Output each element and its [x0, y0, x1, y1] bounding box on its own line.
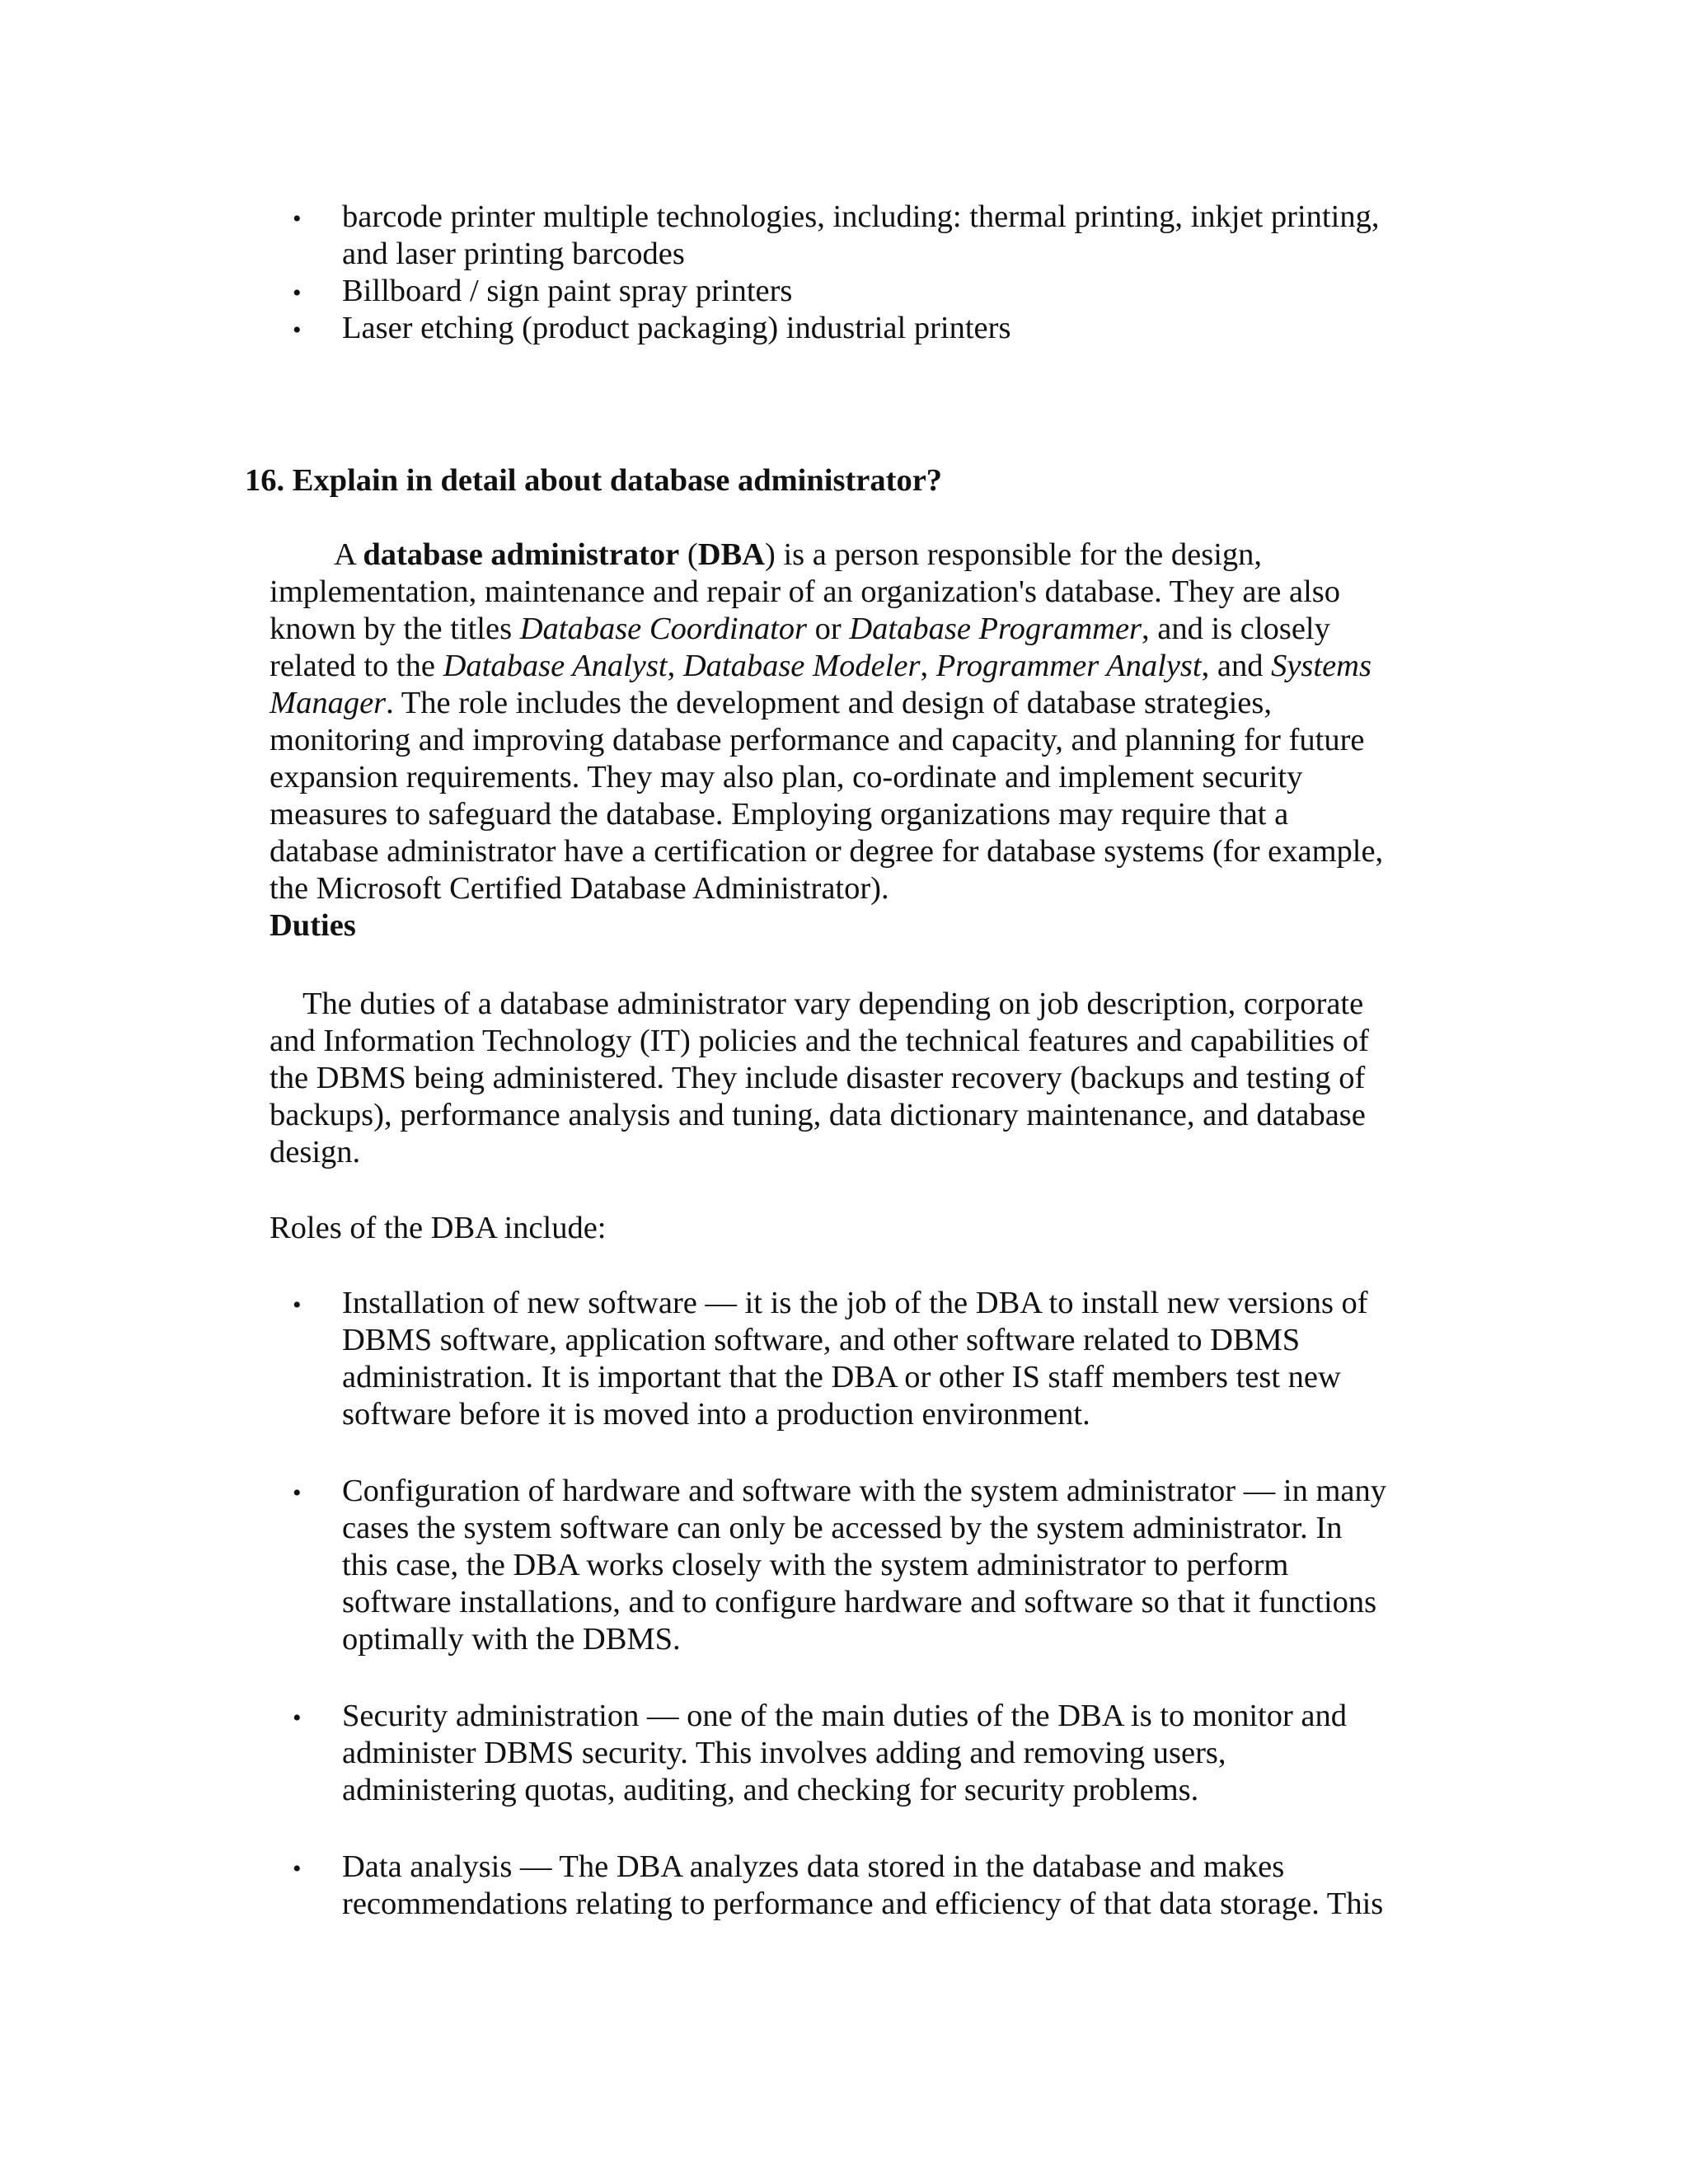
intro-line: measures to safeguard the database. Employing organizations may require that a: [270, 797, 1289, 832]
question-heading: 16. Explain in detail about database administrator?: [245, 463, 943, 498]
role-line: administration. It is important that the DBA or other IS staff members test new: [342, 1360, 1341, 1394]
intro-text: ) is a person responsible for the design,: [765, 537, 1263, 572]
term-programmer-analyst: Programmer Analyst: [935, 649, 1202, 683]
list-item-line: and laser printing barcodes: [342, 237, 685, 271]
role-line: administer DBMS security. This involves adding and removing users,: [342, 1736, 1226, 1770]
intro-line: [334, 536, 1262, 574]
intro-text: or: [807, 612, 850, 646]
role-line: administering quotas, auditing, and checking for security problems.: [342, 1773, 1199, 1807]
term-systems: Systems: [1271, 649, 1372, 683]
intro-text: (: [679, 537, 698, 572]
intro-text: ,: [667, 649, 683, 683]
duties-heading: Duties: [270, 908, 356, 943]
role-line: Configuration of hardware and software with the system administrator — in many: [342, 1474, 1386, 1508]
bullet-marker: •: [293, 316, 302, 344]
role-line: this case, the DBA works closely with the system administrator to perform: [342, 1548, 1289, 1582]
bullet-marker: •: [293, 1479, 302, 1507]
term-database-coordinator: Database Coordinator: [519, 612, 808, 646]
intro-line: [270, 684, 1272, 722]
term-database-administrator: database administrator: [363, 537, 680, 572]
duties-line: and Information Technology (IT) policies and the technical features and capabilities of: [270, 1024, 1369, 1058]
role-line: cases the system software can only be accessed by the system administrator. In: [342, 1511, 1343, 1545]
intro-line: the Microsoft Certified Database Administrator).: [270, 871, 889, 906]
duties-line: design.: [270, 1135, 361, 1169]
role-line: Data analysis — The DBA analyzes data stored in the database and makes: [342, 1849, 1285, 1884]
role-line: optimally with the DBMS.: [342, 1622, 681, 1657]
intro-line: expansion requirements. They may also plan, co-ordinate and implement security: [270, 760, 1303, 794]
intro-text: , and is closely: [1142, 612, 1330, 646]
duties-line: The duties of a database administrator vary depending on job description, corporate: [302, 987, 1364, 1021]
intro-line: implementation, maintenance and repair of an organization's database. They are also: [270, 574, 1341, 609]
role-line: Security administration — one of the main duties of the DBA is to monitor and: [342, 1699, 1347, 1733]
list-item-line: Billboard / sign paint spray printers: [342, 274, 793, 308]
intro-text: ,: [920, 649, 936, 683]
role-line: software before it is moved into a production environment.: [342, 1397, 1090, 1432]
intro-line: monitoring and improving database performance and capacity, and planning for future: [270, 723, 1365, 757]
term-dba: DBA: [697, 537, 765, 572]
term-database-analyst: Database Analyst: [443, 649, 668, 683]
intro-text: , and: [1201, 649, 1272, 683]
role-line: recommendations relating to performance and efficiency of that data storage. This: [342, 1886, 1384, 1921]
duties-line: backups), performance analysis and tuning, data dictionary maintenance, and database: [270, 1098, 1366, 1132]
intro-line: database administrator have a certification or degree for database systems (for example,: [270, 834, 1384, 869]
role-line: Installation of new software — it is the job of the DBA to install new versions of: [342, 1286, 1368, 1320]
bullet-marker: •: [293, 1291, 302, 1319]
term-database-modeler: Database Modeler: [682, 649, 921, 683]
intro-text: known by the titles: [270, 612, 520, 646]
role-line: software installations, and to configure hardware and software so that it functions: [342, 1585, 1377, 1619]
term-manager: Manager: [270, 686, 387, 720]
bullet-marker: •: [293, 279, 302, 307]
list-item-line: Laser etching (product packaging) industrial printers: [342, 311, 1011, 345]
role-line: DBMS software, application software, and other software related to DBMS: [342, 1323, 1301, 1357]
list-item-line: barcode printer multiple technologies, including: thermal printing, inkjet printing,: [342, 199, 1380, 234]
intro-text: . The role includes the development and design of database strategies,: [386, 686, 1272, 720]
intro-text: A: [334, 537, 363, 572]
intro-line: [270, 647, 1372, 685]
roles-intro: Roles of the DBA include:: [270, 1211, 607, 1245]
intro-text: related to the: [270, 649, 443, 683]
bullet-marker: •: [293, 1704, 302, 1732]
term-database-programmer: Database Programmer: [849, 612, 1142, 646]
bullet-marker: •: [293, 205, 302, 232]
duties-line: the DBMS being administered. They include disaster recovery (backups and testing of: [270, 1061, 1366, 1095]
bullet-marker: •: [293, 1855, 302, 1882]
intro-line: [270, 610, 1330, 648]
